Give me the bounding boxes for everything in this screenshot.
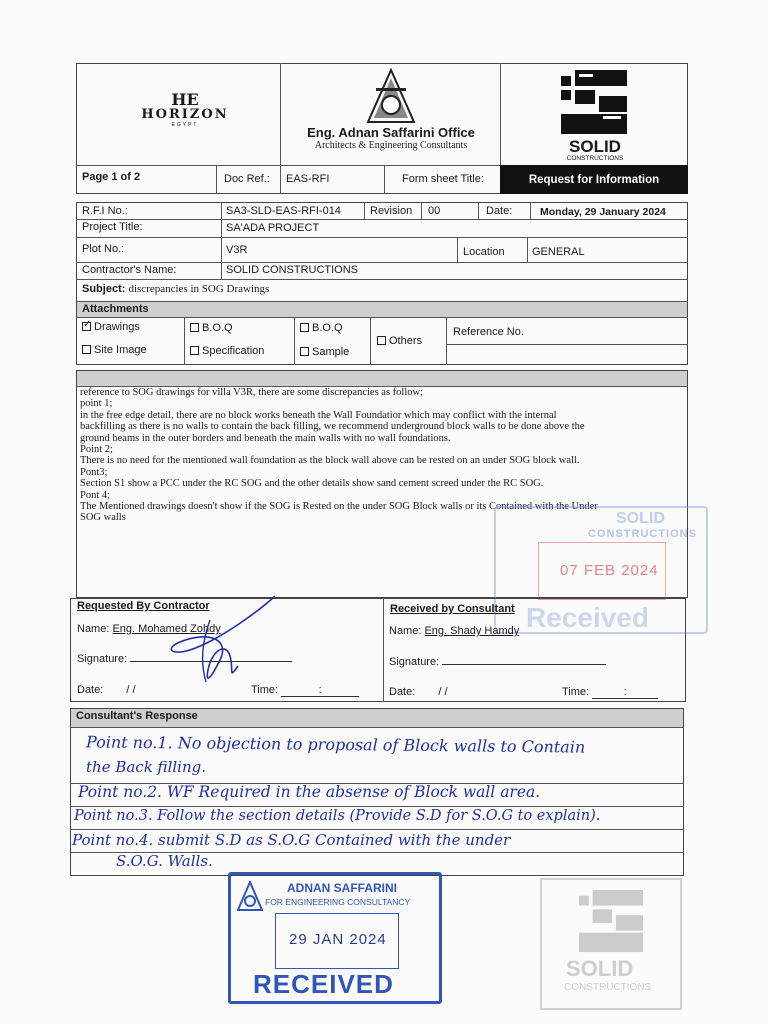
- desc-line: backfilling as there is no walls to contain the back filling, we recommend underground block walls to be done above the: [80, 421, 585, 433]
- desc-line: Point 2;: [80, 444, 113, 456]
- desc-line: There is no need for the mentioned wall foundation as the block wall above can be rested on an under SOG block wall.: [80, 455, 580, 467]
- location-value: GENERAL: [532, 246, 585, 258]
- contractor-label: Contractor's Name:: [82, 264, 177, 276]
- stamp-solid-top: SOLID: [616, 510, 665, 527]
- adnan-triangle-icon: [366, 68, 416, 124]
- desc-line: The Mentioned drawings doesn't show if the SOG is Rested on the under SOG Block walls or its Contained with the Under: [80, 501, 598, 513]
- requested-time-colon: :: [318, 684, 322, 696]
- office-subtitle: Architects & Engineering Consultants: [314, 140, 468, 151]
- location-label: Location: [463, 246, 505, 258]
- others-label: Others: [389, 335, 423, 347]
- office-name: Eng. Adnan Saffarini Office: [307, 125, 475, 140]
- received-date-label: Date:: [389, 686, 416, 698]
- received-name-row: [389, 625, 519, 637]
- horizon-logo: [125, 90, 245, 128]
- boq1-checkbox[interactable]: [190, 323, 199, 332]
- requested-name-label: Name:: [77, 623, 110, 635]
- form-sheet-label: Form sheet Title:: [402, 173, 484, 185]
- requested-name: Eng. Mohamed Zohdy: [112, 623, 221, 635]
- received-name: Eng. Shady Hamdy: [424, 625, 520, 637]
- contractor-signature-icon: [150, 590, 290, 690]
- revision-value: 00: [428, 205, 441, 217]
- requested-date-row: [77, 684, 136, 696]
- solid-faded-stamp: [540, 878, 682, 1010]
- site-image-checkbox[interactable]: [82, 345, 91, 354]
- stamp-adnan-received: RECEIVED: [253, 969, 394, 999]
- received-signature-line[interactable]: [442, 664, 606, 665]
- solid-faded-text: SOLID: [566, 956, 634, 981]
- received-date-slashes[interactable]: / /: [438, 686, 448, 698]
- doc-ref-label: Doc Ref.:: [224, 173, 270, 185]
- desc-line: point 1;: [80, 398, 113, 410]
- received-time-colon: :: [623, 686, 627, 698]
- plot-label: Plot No.:: [82, 243, 125, 255]
- solid-mark-icon: [559, 70, 631, 136]
- project-label: Project Title:: [82, 221, 143, 233]
- received-signature-row: [389, 656, 606, 668]
- response-line: Point no.3. Follow the section details (Provide S.D for S.O.G to explain).: [74, 808, 601, 824]
- requested-title: Requested By Contractor: [77, 600, 210, 612]
- form-title: Request for Information: [500, 165, 688, 194]
- solid-logo: [550, 70, 640, 162]
- desc-line: Pont 4;: [80, 489, 111, 501]
- received-name-label: Name:: [389, 625, 422, 637]
- stamp-adnan-sub: FOR ENGINEERING CONSULTANCY: [265, 897, 411, 907]
- others-checkbox[interactable]: [377, 336, 386, 345]
- requested-time-field[interactable]: [281, 684, 359, 697]
- specification-label: Specification: [202, 345, 265, 357]
- requested-time-label: Time:: [251, 684, 279, 696]
- horizon-mark-icon: HE: [171, 90, 199, 109]
- description-text: [80, 387, 686, 524]
- response-line: Point no.4. submit S.D as S.O.G Contained with the under: [72, 831, 511, 849]
- attach-drawings[interactable]: [82, 321, 140, 333]
- specification-checkbox[interactable]: [190, 346, 199, 355]
- plot-number: V3R: [226, 244, 248, 256]
- attach-specification[interactable]: [190, 345, 264, 357]
- rfi-label: R.F.I No.:: [82, 205, 128, 217]
- horizon-logo-text: HORIZON: [141, 107, 229, 122]
- drawings-label: Drawings: [94, 321, 140, 333]
- response-line: Point no.1. No objection to proposal of Block walls to Contain: [85, 732, 586, 757]
- stamp-triangle-icon: [237, 881, 263, 911]
- site-image-label: Site Image: [94, 344, 147, 356]
- page-number: Page 1 of 2: [82, 171, 141, 183]
- horizon-logo-sub: EGYPT: [171, 122, 199, 128]
- stamp-solid-received: Received: [526, 602, 649, 633]
- received-time-field[interactable]: [592, 686, 658, 699]
- drawings-checkbox[interactable]: [82, 322, 91, 331]
- solid-faded-mark-icon: [577, 890, 647, 954]
- project-title: SA'ADA PROJECT: [226, 222, 320, 234]
- attach-others[interactable]: [377, 335, 422, 347]
- response-line: the Back filling.: [86, 758, 206, 776]
- solid-faded-sub: CONSTRUCTIONS: [564, 982, 652, 993]
- adnan-office-logo: [282, 68, 500, 151]
- requested-date-slashes[interactable]: / /: [126, 684, 136, 696]
- rfi-date: Monday, 29 January 2024: [540, 206, 666, 218]
- response-title: Consultant's Response: [76, 710, 198, 722]
- adnan-received-stamp: [228, 872, 442, 1004]
- desc-line: Section S1 show a PCC under the RC SOG and the other details show sand cement screed under the RC SOG.: [80, 478, 544, 490]
- stamp-solid-mid: CONSTRUCTIONS: [588, 528, 697, 540]
- subject-row: [82, 283, 269, 295]
- doc-ref-value: EAS-RFI: [286, 173, 330, 185]
- boq1-label: B.O.Q: [202, 322, 233, 334]
- contractor-name: SOLID CONSTRUCTIONS: [226, 264, 359, 276]
- boq2-label: B.O.Q: [312, 322, 343, 334]
- desc-line: Pont3;: [80, 466, 108, 478]
- received-title: Received by Consultant: [390, 603, 515, 615]
- desc-line: in the free edge detail, there are no block works beneath the Wall Foundatior which may conflict with the internal: [80, 409, 557, 421]
- boq2-checkbox[interactable]: [300, 323, 309, 332]
- response-line: S.O.G. Walls.: [116, 852, 213, 870]
- received-time-row: [562, 686, 658, 699]
- response-line: Point no.2. WF Required in the absense of Block wall area.: [78, 783, 541, 801]
- rfi-number: SA3-SLD-EAS-RFI-014: [226, 205, 341, 217]
- stamp-adnan-date: 29 JAN 2024: [289, 931, 387, 948]
- subject-label: Subject:: [82, 283, 126, 295]
- stamp-adnan-name: ADNAN SAFFARINI: [287, 881, 397, 895]
- subject-value: discrepancies in SOG Drawings: [128, 283, 270, 295]
- desc-line: SOG walls: [80, 512, 126, 524]
- attach-boq1[interactable]: [190, 322, 233, 334]
- requested-date-label: Date:: [77, 684, 104, 696]
- received-date-row: [389, 686, 448, 698]
- requested-signature-label: Signature:: [77, 653, 128, 665]
- attach-sample[interactable]: [300, 346, 349, 358]
- attachments-title: Attachments: [82, 303, 149, 315]
- sample-checkbox[interactable]: [300, 347, 309, 356]
- reference-label: Reference No.: [453, 326, 524, 338]
- received-signature-label: Signature:: [389, 656, 440, 668]
- solid-logo-sub: CONSTRUCTIONS: [566, 155, 624, 162]
- desc-line: ground beams in the outer borders and beneath the main walls with no wall foundations.: [80, 432, 451, 444]
- revision-label: Revision: [370, 205, 413, 217]
- received-time-label: Time:: [562, 686, 590, 698]
- stamp-solid-date: 07 FEB 2024: [560, 562, 659, 579]
- date-label: Date:: [486, 205, 513, 217]
- attach-boq2[interactable]: [300, 322, 343, 334]
- solid-logo-text: SOLID: [569, 137, 621, 156]
- sample-label: Sample: [312, 346, 350, 358]
- desc-line: reference to SOG drawings for villa V3R, there are some discrepancies as follow;: [80, 387, 423, 398]
- attach-site-image[interactable]: [82, 344, 147, 356]
